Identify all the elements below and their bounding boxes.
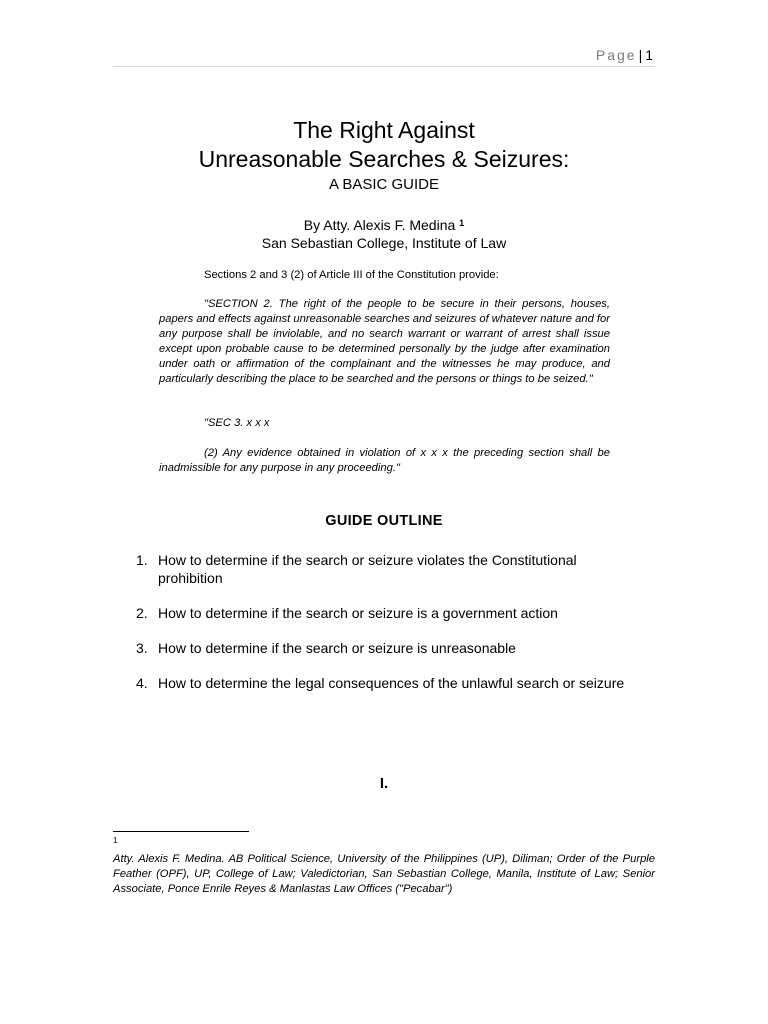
list-item-text: How to determine if the search or seizure violates the Constitutional prohibition — [158, 552, 577, 586]
intro-paragraph: Sections 2 and 3 (2) of Article III of the Constitution provide: — [204, 269, 499, 281]
page-header — [113, 44, 655, 67]
list-item — [130, 604, 630, 622]
footnote-text: Atty. Alexis F. Medina. AB Political Science, University of the Philippines (UP), Diliman; Order of the Purple Feather (OPF), UP, College of Law; Valedictorian, San Sebastian College, Manila, Institute of Law; Senior Associate, Ponce Enrile Reyes & Manlastas Law Offices ("Pecabar") — [113, 853, 655, 895]
title-line-1: The Right Against — [293, 117, 475, 143]
footnote-divider — [113, 831, 249, 832]
page-separator: | — [638, 47, 643, 63]
list-item-number: 1. — [136, 552, 148, 568]
document-title-block — [113, 116, 655, 196]
author-affiliation: San Sebastian College, Institute of Law — [261, 235, 507, 251]
list-item-number: 3. — [136, 640, 148, 656]
title-line-2: Unreasonable Searches & Seizures: — [198, 146, 570, 172]
document-subtitle: A BASIC GUIDE — [328, 176, 440, 193]
quote-text: (2) Any evidence obtained in violation of x x x the preceding section shall be inadmissible for any purpose in any proceeding." — [159, 447, 610, 474]
list-item-number: 4. — [136, 675, 148, 691]
list-item-text: How to determine the legal consequences of the unlawful search or seizure — [158, 675, 625, 691]
quote-text: "SECTION 2. The right of the people to be secure in their persons, houses, papers and effects against unreasonable searches and seizures of whatever nature and for any purpose shall be inviolable, and no search warrant or warrant of arrest shall issue except upon probable cause to be determined personally by the judge after examination under oath or affirmation of the complainant and the witnesses he may produce, and particularly describing the place to be searched and the persons or things to be seized." — [159, 298, 610, 385]
list-item-text: How to determine if the search or seizure is a government action — [158, 605, 558, 621]
list-item-text: How to determine if the search or seizure is unreasonable — [158, 640, 516, 656]
page-number-label — [596, 47, 653, 63]
guide-outline-list — [130, 551, 630, 709]
footnote-number: 1 — [113, 836, 118, 845]
author-block — [113, 216, 655, 252]
constitution-quote-section-2 — [159, 297, 610, 387]
author-byline: By Atty. Alexis F. Medina — [303, 217, 456, 233]
list-item — [130, 674, 630, 692]
list-item — [130, 551, 630, 587]
footnote-reference: 1 — [459, 218, 465, 228]
quote-text: "SEC 3. x x x — [204, 417, 270, 429]
outline-heading: GUIDE OUTLINE — [325, 513, 443, 529]
section-heading: I. — [379, 775, 389, 792]
constitution-quote-section-3-2 — [159, 446, 610, 476]
constitution-quote-section-3 — [159, 416, 610, 431]
list-item-number: 2. — [136, 605, 148, 621]
page-number: 1 — [645, 47, 653, 63]
page-word: Page — [595, 47, 637, 63]
author-byline-line — [113, 216, 655, 234]
list-item — [130, 639, 630, 657]
